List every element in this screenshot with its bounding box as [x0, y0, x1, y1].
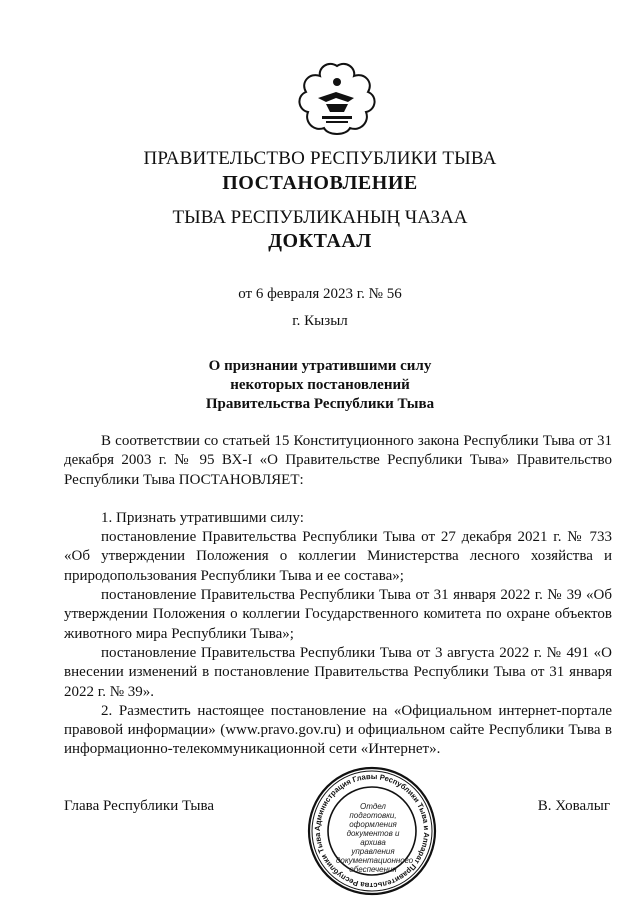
item-2-paragraph: 2. Разместить настоящее постановление на «Официальном интернет-портале правовой информации» (www.pravo.gov.ru) и официальном сайте Республики Тыва в информационно-телекоммуникационной сети «Интернет».: [64, 702, 612, 758]
document-body: [64, 432, 612, 760]
stamp-line: обеспечения: [349, 865, 397, 874]
stamp-inner-text: [336, 802, 414, 874]
stamp-line: подготовки,: [349, 811, 397, 820]
document-type: ПОСТАНОВЛЕНИЕ: [222, 172, 418, 194]
document-city: г. Кызыл: [292, 313, 348, 329]
government-name: ПРАВИТЕЛЬСТВО РЕСПУБЛИКИ ТЫВА: [143, 148, 497, 169]
signatory-name: В. Ховалыг: [537, 798, 610, 814]
stamp-ring-text: Администрация Главы Республики Тыва и Аппарат Правительства Республики Тыва: [312, 771, 432, 891]
stamp-line: Отдел: [360, 802, 386, 811]
document-type-tyva: ДОКТААЛ: [268, 230, 372, 252]
signatory-position: Глава Республики Тыва: [64, 798, 215, 814]
title-line-3: Правительства Республики Тыва: [205, 396, 435, 412]
item-1b-paragraph: постановление Правительства Республики Тыва от 31 января 2022 г. № 39 «Об утверждении Положения о коллегии Государственного комитета по охране объектов животного мира Республики Тыва»;: [64, 587, 612, 642]
stamp-line: документов и архива: [346, 829, 400, 847]
stamp-line: документационного: [336, 856, 414, 865]
preamble-paragraph: В соответствии со статьей 15 Конституционного закона Республики Тыва от 31 декабря 2003 г. № 95 ВХ-I «О Правительстве Республики Тыва» Правительство Республики Тыва ПОСТАНОВЛЯЕТ:: [64, 433, 612, 488]
document-date-number: от 6 февраля 2023 г. № 56: [238, 286, 402, 302]
item-1c-paragraph: постановление Правительства Республики Тыва от 3 августа 2022 г. № 491 «О внесении изменений в постановление Правительства Республики Тыва от 31 января 2022 г. № 39».: [64, 644, 612, 700]
coat-of-arms-emblem: [296, 62, 378, 136]
item-1-paragraph: 1. Признать утратившими силу:: [101, 509, 304, 526]
title-line-2: некоторых постановлений: [230, 377, 410, 393]
stamp-line: управления: [351, 847, 395, 856]
stamp-line: оформления: [349, 820, 397, 829]
government-name-tyva: ТЫВА РЕСПУБЛИКАНЫҢ ЧАЗАА: [172, 207, 468, 228]
item-1a-paragraph: постановление Правительства Республики Тыва от 27 декабря 2021 г. № 733 «Об утверждении Положения о коллегии Министерства лесного хозяйства и природопользования Республики Тыва и ее состава»;: [64, 529, 612, 584]
title-line-1: О признании утратившими силу: [208, 358, 432, 374]
document-title: [0, 357, 640, 414]
